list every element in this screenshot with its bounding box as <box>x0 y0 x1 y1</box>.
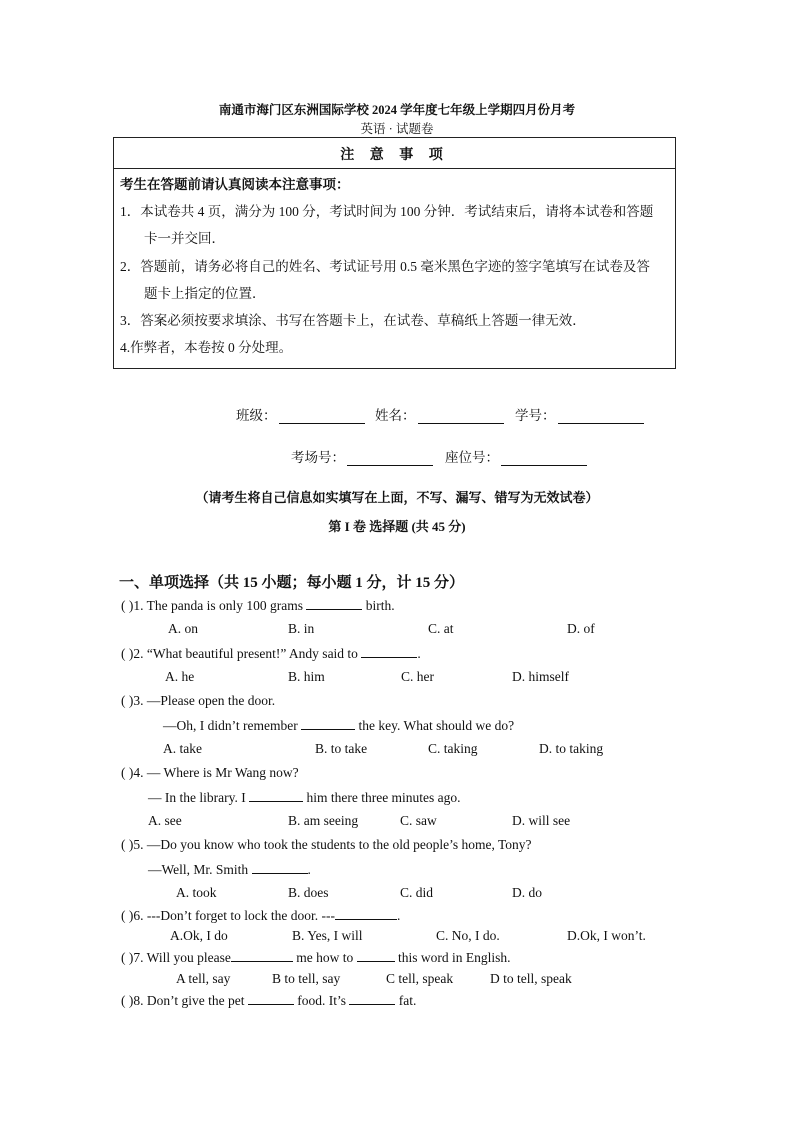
notice-item-2-cont: 题卡上指定的位置． <box>144 286 266 301</box>
question-3 <box>121 693 275 709</box>
fill-info-instruction: （请考生将自己信息如实填写在上面，不写、漏写、错写为无效试卷） <box>195 490 599 505</box>
question-stem-end: . <box>417 646 421 661</box>
question-stem-end: him there three minutes ago. <box>303 790 461 805</box>
option-c: C. her <box>401 669 434 684</box>
option-b: B. am seeing <box>288 813 359 828</box>
option-d: D. of <box>567 621 595 636</box>
answer-paren[interactable]: ( ) <box>121 908 134 923</box>
seat-no-field <box>445 446 587 466</box>
notice-lead: 考生在答题前请认真阅读本注意事项： <box>120 177 350 192</box>
option-c: C. did <box>400 885 434 900</box>
option-b: B. does <box>288 885 329 900</box>
question-5-line2 <box>148 861 311 878</box>
notice-item-3: 3．答案必须按要求填涂、书写在答题卡上，在试卷、草稿纸上答题一律无效． <box>120 313 586 328</box>
question-stem-end: birth. <box>362 598 395 613</box>
class-field <box>236 404 365 424</box>
answer-paren[interactable]: ( ) <box>121 646 134 661</box>
exam-room-field <box>291 446 433 466</box>
answer-blank <box>306 597 362 610</box>
question-stem-end: the key. What should we do? <box>355 718 515 733</box>
question-2 <box>121 645 421 662</box>
answer-paren[interactable]: ( ) <box>121 765 134 780</box>
notice-title: 注 意 事 项 <box>340 148 449 163</box>
option-c: C. saw <box>400 813 437 828</box>
question-stem: 3. —Please open the door. <box>133 693 276 708</box>
question-stem: 1. The panda is only 100 grams <box>133 598 307 613</box>
student-no-label: 学号： <box>515 408 556 423</box>
notice-item-2: 2．答题前，请务必将自己的姓名、考试证号用 0.5 毫米黑色字迹的签字笔填写在试卷及答 <box>120 259 650 274</box>
page-title: 南通市海门区东洲国际学校 2024 学年度七年级上学期四月份月考 <box>218 103 576 117</box>
option-a: A. take <box>163 741 202 756</box>
question-3-line2 <box>163 717 514 734</box>
part-title: 第 I 卷 选择题 (共 45 分) <box>328 519 466 534</box>
class-label: 班级： <box>236 408 277 423</box>
question-stem-end: . <box>307 862 311 877</box>
notice-divider <box>114 168 675 169</box>
student-no-field <box>515 404 644 424</box>
option-c: C tell, speak <box>386 971 454 986</box>
option-d: D to tell, speak <box>490 971 572 986</box>
answer-blank <box>335 907 397 920</box>
option-d: D. do <box>512 885 542 900</box>
answer-blank <box>357 949 395 962</box>
option-a: A. he <box>165 669 195 684</box>
answer-paren[interactable]: ( ) <box>121 950 134 965</box>
question-8 <box>121 992 416 1009</box>
notice-item-4: 4.作弊者，本卷按 0 分处理。 <box>120 340 293 355</box>
answer-blank <box>301 717 355 730</box>
option-d: D. himself <box>512 669 569 684</box>
answer-paren[interactable]: ( ) <box>121 993 134 1008</box>
option-b: B to tell, say <box>272 971 341 986</box>
name-field <box>375 404 504 424</box>
option-d: D. to taking <box>539 741 604 756</box>
name-label: 姓名： <box>375 408 416 423</box>
answer-blank <box>248 992 294 1005</box>
answer-blank <box>349 992 395 1005</box>
option-b: B. in <box>288 621 315 636</box>
class-input-line[interactable] <box>279 409 365 424</box>
option-c: C. No, I do. <box>436 928 500 943</box>
question-stem: —Oh, I didn’t remember <box>163 718 302 733</box>
question-stem-end: this word in English. <box>394 950 511 965</box>
exam-room-input-line[interactable] <box>347 451 433 466</box>
option-b: B. to take <box>315 741 368 756</box>
question-stem-mid: food. It’s <box>293 993 350 1008</box>
question-stem: —Well, Mr. Smith <box>148 862 252 877</box>
question-stem: 6. ---Don’t forget to lock the door. --- <box>133 908 335 923</box>
option-d: D. will see <box>512 813 571 828</box>
option-c: C. at <box>428 621 454 636</box>
answer-blank <box>252 861 308 874</box>
answer-paren[interactable]: ( ) <box>121 837 134 852</box>
option-b: B. him <box>288 669 325 684</box>
question-5 <box>121 837 532 853</box>
question-stem-mid: me how to <box>292 950 357 965</box>
question-4 <box>121 765 299 781</box>
question-6 <box>121 907 400 924</box>
question-stem: 2. “What beautiful present!” Andy said to <box>133 646 362 661</box>
answer-blank <box>361 645 417 658</box>
question-stem: — In the library. I <box>148 790 250 805</box>
option-c: C. taking <box>428 741 478 756</box>
section-heading: 一、单项选择（共 15 小题；每小题 1 分，计 15 分） <box>119 575 465 591</box>
question-7 <box>121 949 510 966</box>
seat-no-label: 座位号： <box>445 450 499 465</box>
exam-room-label: 考场号： <box>291 450 345 465</box>
option-b: B. Yes, I will <box>292 928 363 943</box>
answer-blank <box>231 949 293 962</box>
option-a: A. see <box>148 813 182 828</box>
option-a: A.Ok, I do <box>170 928 228 943</box>
student-no-input-line[interactable] <box>558 409 644 424</box>
question-stem-end: fat. <box>395 993 417 1008</box>
option-d: D.Ok, I won’t. <box>567 928 646 943</box>
answer-paren[interactable]: ( ) <box>121 693 134 708</box>
question-stem: 7. Will you please <box>133 950 231 965</box>
question-stem: 8. Don’t give the pet <box>133 993 248 1008</box>
question-stem: 5. —Do you know who took the students to the old people’s home, Tony? <box>133 837 532 852</box>
question-4-line2 <box>148 789 461 806</box>
notice-item-1: 1．本试卷共 4 页，满分为 100 分，考试时间为 100 分钟．考试结束后，请将本试卷和答题 <box>120 204 654 219</box>
question-stem-end: . <box>396 908 401 923</box>
notice-item-1-cont: 卡一并交回． <box>144 231 225 246</box>
seat-no-input-line[interactable] <box>501 451 587 466</box>
answer-paren[interactable]: ( ) <box>121 598 134 613</box>
notice-box <box>113 137 676 369</box>
option-a: A. on <box>168 621 198 636</box>
option-a: A. took <box>176 885 217 900</box>
question-stem: 4. — Where is Mr Wang now? <box>133 765 299 780</box>
question-1 <box>121 597 395 614</box>
answer-blank <box>249 789 303 802</box>
page-subtitle: 英语 · 试题卷 <box>360 122 434 136</box>
option-a: A tell, say <box>176 971 231 986</box>
name-input-line[interactable] <box>418 409 504 424</box>
